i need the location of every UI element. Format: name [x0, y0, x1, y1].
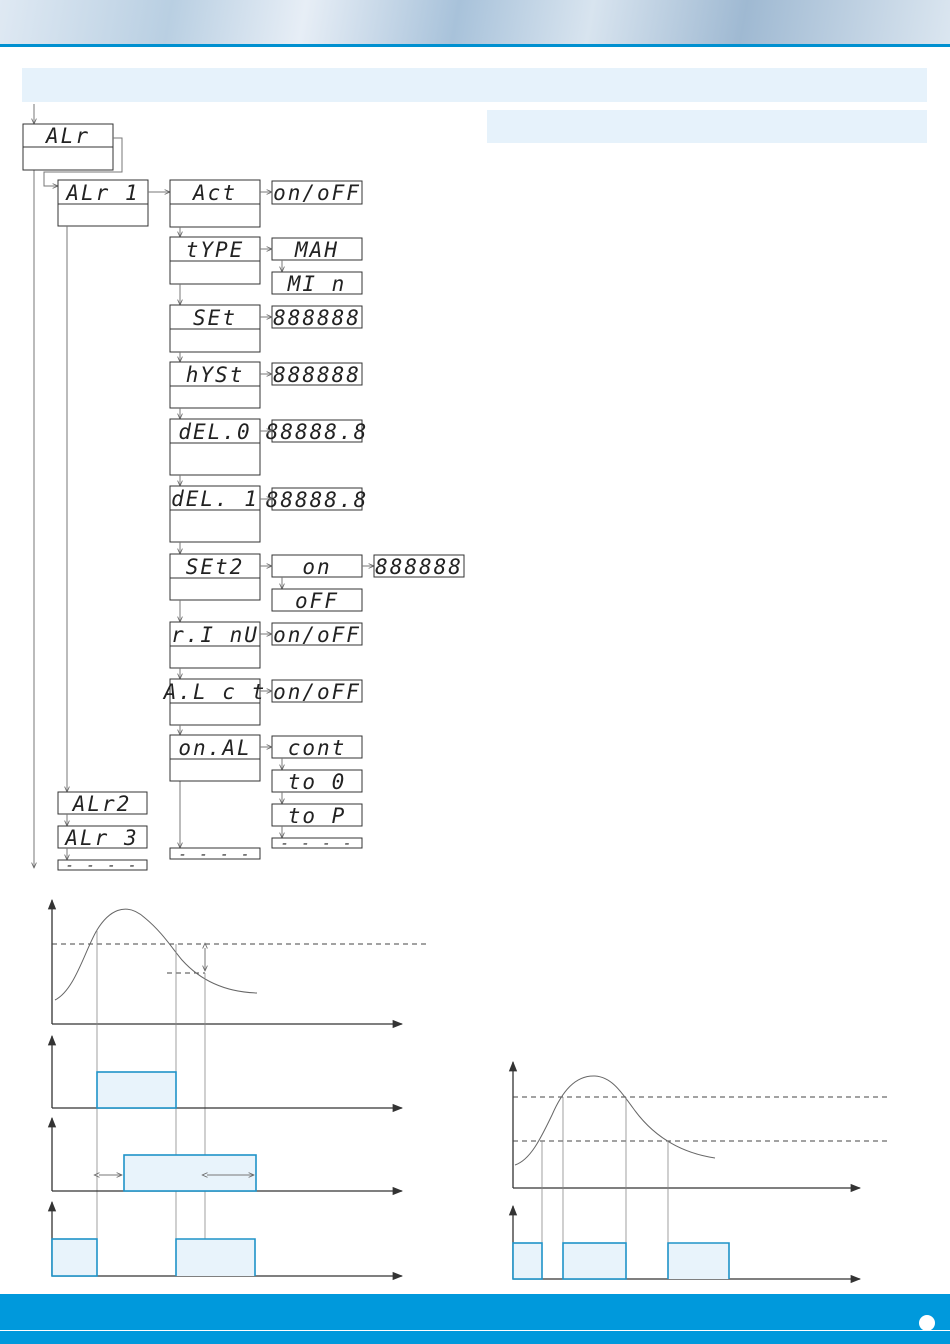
option-alct[interactable] [272, 680, 362, 704]
param-hyst-label: hYSt [185, 363, 245, 387]
option-type-min[interactable] [272, 272, 362, 296]
option-act[interactable] [272, 181, 362, 205]
option-set2-value[interactable] [374, 555, 464, 579]
param-del0-label: dEL.0 [178, 420, 252, 444]
menu-root-label: ALr [46, 124, 90, 148]
menu-root-ALr[interactable] [23, 124, 113, 170]
option-del0-value[interactable] [266, 420, 369, 444]
param-end-label: - - - - [178, 847, 252, 863]
param-del1-label: dEL. 1 [171, 487, 259, 511]
option-onal-end [272, 836, 362, 852]
left-p4-pulse-2 [176, 1239, 255, 1276]
option-hyst-value-label: 888888 [273, 363, 361, 387]
param-act-label: Act [193, 181, 237, 205]
option-onal-cont-label: cont [287, 736, 347, 760]
param-rinv[interactable] [170, 622, 260, 668]
option-del1-value-label: 88888.8 [265, 488, 369, 512]
param-act[interactable] [170, 180, 260, 227]
param-set-label: SEt [193, 306, 237, 330]
option-alct-label: on/oFF [273, 680, 361, 704]
footer-bar [0, 1294, 950, 1344]
param-hyst[interactable] [170, 362, 260, 408]
menu-alarm-end-label: - - - - [65, 858, 139, 874]
option-rinv[interactable] [272, 623, 362, 647]
option-set2-value-label: 888888 [375, 555, 463, 579]
option-type-max[interactable] [272, 238, 362, 262]
option-onal-cont[interactable] [272, 736, 362, 760]
param-type-label: tYPE [185, 238, 245, 262]
option-del1-value[interactable] [266, 488, 369, 512]
option-set-value[interactable] [272, 306, 362, 330]
param-alct-label: A.L c t [163, 680, 267, 704]
right-signal-curve [515, 1076, 715, 1165]
left-p3-pulse [124, 1155, 256, 1191]
page-marker [919, 1315, 935, 1331]
left-signal-curve [55, 909, 257, 1000]
menu-alarm3-label: ALr 3 [65, 826, 139, 850]
param-set2[interactable] [170, 554, 260, 600]
right-pulse-1 [513, 1243, 542, 1279]
option-type-min-label: MI n [287, 272, 347, 296]
option-onal-to0[interactable] [272, 770, 362, 794]
option-del0-value-label: 88888.8 [265, 420, 369, 444]
option-set2-off[interactable] [272, 589, 362, 613]
right-pulse-3 [668, 1243, 729, 1279]
param-onal-label: on.AL [178, 736, 252, 760]
param-set2-label: SEt2 [185, 555, 245, 579]
param-alct[interactable] [162, 679, 267, 725]
param-list [162, 180, 267, 781]
param-end [170, 847, 260, 863]
left-p4-pulse-1 [52, 1239, 97, 1276]
menu-alarm-end [58, 858, 147, 874]
option-set-value-label: 888888 [273, 306, 361, 330]
option-onal-top[interactable] [272, 804, 362, 828]
menu-alarm1-label: ALr 1 [66, 181, 140, 205]
option-act-label: on/oFF [273, 181, 361, 205]
menu-alarm2[interactable] [58, 792, 147, 816]
option-onal-top-label: to P [287, 804, 347, 828]
menu-alarm2-label: ALr2 [72, 792, 132, 816]
option-set2-on[interactable] [272, 555, 362, 579]
option-hyst-value[interactable] [272, 363, 362, 387]
right-pulse-2 [563, 1243, 626, 1279]
footer-line [0, 1330, 950, 1331]
option-type-max-label: MAH [295, 238, 339, 262]
left-timing-diagram [52, 900, 430, 1276]
menu-alarm3[interactable] [58, 826, 147, 850]
param-rinv-label: r.I nU [171, 623, 259, 647]
right-timing-diagram [513, 1062, 890, 1279]
option-rinv-label: on/oFF [273, 623, 361, 647]
param-del1[interactable] [170, 486, 260, 542]
option-set2-on-label: on [302, 555, 332, 579]
param-set[interactable] [170, 305, 260, 352]
param-onal[interactable] [170, 735, 260, 781]
option-set2-off-label: oFF [295, 589, 339, 613]
option-onal-to0-label: to 0 [287, 770, 347, 794]
param-del0[interactable] [170, 419, 260, 475]
left-p2-pulse [97, 1072, 176, 1108]
menu-alarm1[interactable] [58, 180, 148, 226]
param-type[interactable] [170, 237, 260, 284]
option-onal-end-label: - - - - [280, 836, 354, 852]
